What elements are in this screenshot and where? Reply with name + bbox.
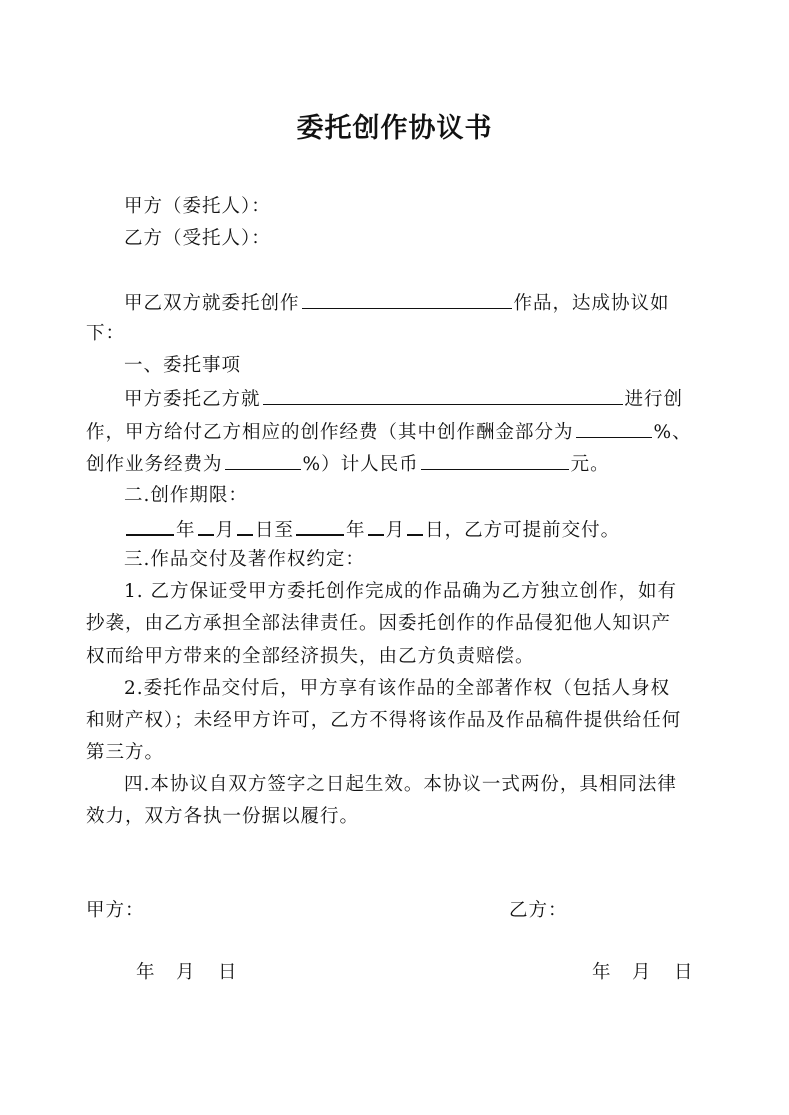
end-month-blank[interactable]: [368, 516, 384, 536]
clause2-line: 第三方。: [86, 742, 165, 763]
party-a-label: 甲方（委托人）：: [124, 196, 271, 217]
party-b-date: [592, 961, 694, 985]
section1-line3: [86, 451, 610, 477]
party-b-date-year: 年: [592, 962, 612, 983]
section1-line1: [124, 386, 683, 412]
party-a-date-day: 日: [218, 962, 238, 983]
section1-line2: [86, 419, 692, 445]
start-year-blank[interactable]: [126, 516, 174, 536]
section1-line3-prefix: 创作业务经费为: [86, 454, 223, 475]
commission-subject-blank[interactable]: [263, 386, 623, 405]
end-day-blank[interactable]: [407, 516, 423, 536]
clause1-line: 抄袭，由乙方承担全部法律责任。因委托创作的作品侵犯他人知识产: [86, 613, 672, 634]
section1-line1-suffix: 进行创: [624, 389, 684, 410]
start-day-label: 日至: [255, 520, 295, 541]
party-b-date-day: 日: [674, 962, 694, 983]
section1-line2-prefix: 作，甲方给付乙方相应的创作经费（其中创作酬金部分为: [86, 422, 574, 443]
clause2-line: 2.委托作品交付后，甲方享有该作品的全部著作权（包括人身权: [124, 678, 671, 699]
section1-heading: 一、委托事项: [124, 355, 242, 376]
section1-line1-prefix: 甲方委托乙方就: [124, 389, 261, 410]
section4-line: 效力，双方各执一份据以履行。: [86, 806, 360, 827]
clause1-line: 1. 乙方保证受甲方委托创作完成的作品确为乙方独立创作，如有: [124, 581, 678, 602]
party-b-signature-label: 乙方：: [509, 900, 568, 921]
remuneration-percent-blank[interactable]: [576, 419, 652, 438]
party-a-date-year: 年: [136, 962, 156, 983]
intro-suffix: 作品，达成协议如: [513, 293, 670, 314]
party-b-date-month: 月: [632, 962, 652, 983]
end-year-blank[interactable]: [296, 516, 344, 536]
start-day-blank[interactable]: [237, 516, 253, 536]
end-day-label: 日，乙方可提前交付。: [425, 520, 621, 541]
intro-line: [124, 290, 670, 316]
section4-line: 四.本协议自双方签字之日起生效。本协议一式两份，具相同法律: [124, 774, 677, 795]
expense-percent-blank[interactable]: [225, 451, 301, 470]
party-b-label: 乙方（受托人）：: [124, 228, 271, 249]
start-month-blank[interactable]: [198, 516, 214, 536]
party-a-signature-label: 甲方：: [86, 900, 145, 921]
end-year-label: 年: [346, 520, 366, 541]
section1-line2-suffix: %、: [653, 422, 692, 443]
intro-continuation: 下：: [86, 323, 126, 344]
party-a-date: [136, 961, 238, 985]
document-title: 委托创作协议书: [296, 113, 493, 144]
clause1-line: 权而给甲方带来的全部经济损失，由乙方负责赔偿。: [86, 646, 535, 667]
work-name-blank[interactable]: [302, 290, 512, 309]
start-month-label: 月: [215, 520, 236, 541]
end-month-label: 月: [385, 520, 406, 541]
start-year-label: 年: [176, 520, 196, 541]
rmb-amount-blank[interactable]: [421, 451, 569, 470]
clause2-line: 和财产权）；未经甲方许可，乙方不得将该作品及作品稿件提供给任何: [86, 710, 682, 731]
section1-line3-middle: %）计人民币: [302, 454, 419, 475]
section3-heading: 三.作品交付及著作权约定：: [124, 549, 365, 570]
section2-period-line: [124, 516, 620, 543]
party-a-date-month: 月: [176, 962, 196, 983]
section2-heading: 二.创作期限：: [124, 485, 248, 506]
section1-line3-suffix: 元。: [570, 454, 610, 475]
intro-prefix: 甲乙双方就委托创作: [124, 293, 300, 314]
